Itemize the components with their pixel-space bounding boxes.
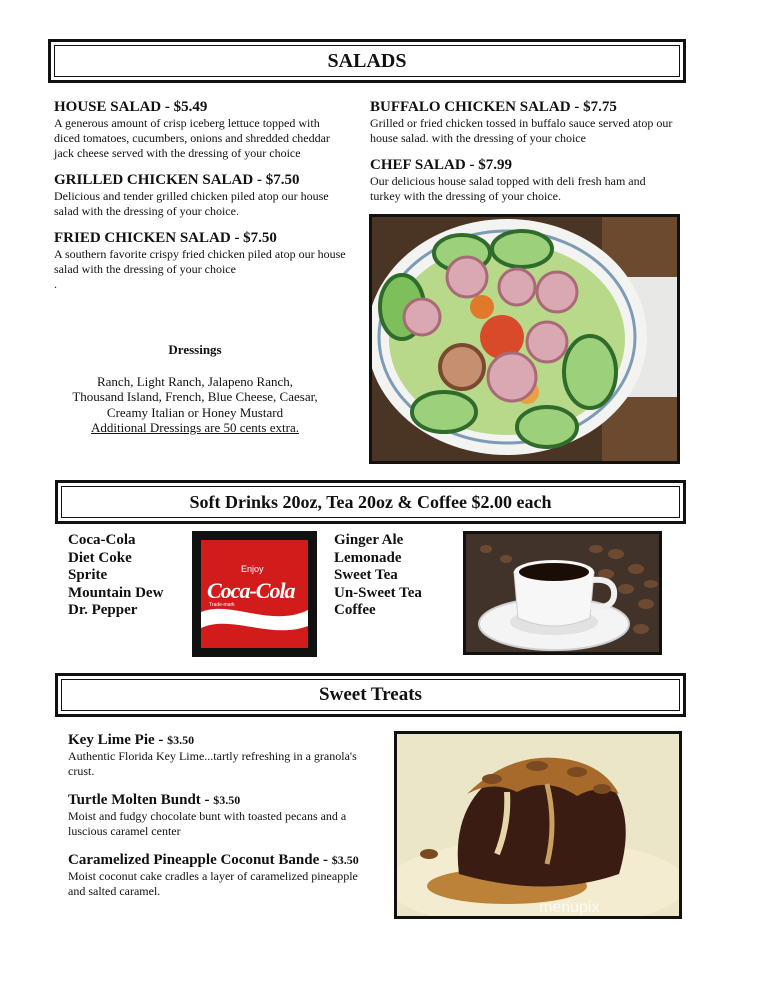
treat-desc: Moist and fudgy chocolate bunt with toasted pecans and a luscious caramel center xyxy=(68,809,347,838)
salad-illustration xyxy=(372,217,677,461)
treat-item xyxy=(68,851,368,899)
watermark: menupix xyxy=(539,899,600,916)
list-item: Mountain Dew xyxy=(68,584,164,601)
salad-item xyxy=(54,171,346,219)
list-item: Ginger Ale xyxy=(334,532,404,548)
bundt-cake-photo xyxy=(394,731,682,919)
list-item: Lemonade xyxy=(334,549,402,566)
coke-trademark: Trade-mark xyxy=(209,602,235,608)
chef-salad-photo xyxy=(369,214,680,464)
bundt-illustration xyxy=(397,734,679,916)
treat-desc: Authentic Florida Key Lime...tartly refreshing in a granola's crust. xyxy=(68,749,357,778)
dressings-block xyxy=(54,342,336,436)
salad-title: HOUSE SALAD - $5.49 xyxy=(54,99,208,115)
list-item: Dr. Pepper xyxy=(68,602,138,618)
dressings-title: Dressings xyxy=(168,342,222,357)
treat-name: Turtle Molten Bundt - xyxy=(68,792,214,808)
salads-header: SALADS xyxy=(327,49,407,72)
salad-desc: Grilled or fried chicken tossed in buffalo sauce served atop our house salad. with the dressing of your choice xyxy=(370,116,673,145)
salad-title: GRILLED CHICKEN SALAD - $7.50 xyxy=(54,172,300,188)
treat-desc: Moist coconut cake cradles a layer of caramelized pineapple and salted caramel. xyxy=(68,869,358,898)
treats-list xyxy=(68,731,368,899)
salad-item xyxy=(370,98,675,146)
dressings-line: Ranch, Light Ranch, Jalapeno Ranch, xyxy=(96,373,294,389)
drinks-header-box xyxy=(55,480,686,524)
salads-left-column xyxy=(54,98,346,292)
drinks-header: Soft Drinks 20oz, Tea 20oz & Coffee $2.00 each xyxy=(189,491,552,512)
treat-item xyxy=(68,731,368,779)
salad-desc: Our delicious house salad topped with deli fresh ham and turkey with the dressing of your choice. xyxy=(370,174,646,203)
salad-desc: A generous amount of crisp iceberg lettuce topped with diced tomatoes, cucumbers, onions and shredded cheddar jack cheese served with the dressing of your choice xyxy=(54,116,330,160)
treat-price: $3.50 xyxy=(213,793,241,807)
salad-item xyxy=(54,98,346,161)
coke-enjoy: Enjoy xyxy=(241,564,264,574)
treat-price: $3.50 xyxy=(331,853,359,867)
coca-cola-red-square xyxy=(201,540,308,648)
list-item: Coca-Cola xyxy=(68,532,136,548)
coffee-photo xyxy=(463,531,662,655)
coffee-illustration xyxy=(466,534,659,652)
salads-right-column xyxy=(370,98,675,204)
dressings-line: Creamy Italian or Honey Mustard xyxy=(106,404,284,420)
salad-title: CHEF SALAD - $7.99 xyxy=(370,157,512,173)
dressings-line: Thousand Island, French, Blue Cheese, Caesar, xyxy=(72,389,318,404)
treat-name: Caramelized Pineapple Coconut Bande - xyxy=(68,852,332,868)
salad-item xyxy=(54,229,346,292)
treat-item xyxy=(68,791,368,839)
salad-title: BUFFALO CHICKEN SALAD - $7.75 xyxy=(370,99,617,115)
list-item: Sprite xyxy=(68,567,108,583)
salad-item xyxy=(370,156,675,204)
list-item: Un-Sweet Tea xyxy=(334,584,422,601)
drinks-list-1 xyxy=(68,532,188,620)
coke-brand: Coca-Cola xyxy=(207,578,295,603)
dressings-extra: Additional Dressings are 50 cents extra. xyxy=(91,420,299,435)
list-item: Diet Coke xyxy=(68,549,132,566)
salad-desc: Delicious and tender grilled chicken piled atop our house salad with the dressing of your choice. xyxy=(54,189,329,218)
treat-price: $3.50 xyxy=(167,733,195,747)
coca-cola-logo xyxy=(192,531,317,657)
treats-header: Sweet Treats xyxy=(319,684,422,705)
salad-title: FRIED CHICKEN SALAD - $7.50 xyxy=(54,230,277,246)
treat-name: Key Lime Pie - xyxy=(68,732,168,748)
list-item: Coffee xyxy=(334,602,376,618)
treats-header-box xyxy=(55,673,686,717)
salad-desc: A southern favorite crispy fried chicken piled atop our house salad with the dressing of your choice xyxy=(54,247,346,276)
list-item: Sweet Tea xyxy=(334,567,398,583)
drinks-list-2 xyxy=(334,532,454,620)
stray-dot: . xyxy=(54,277,57,291)
salads-header-box xyxy=(48,39,686,83)
